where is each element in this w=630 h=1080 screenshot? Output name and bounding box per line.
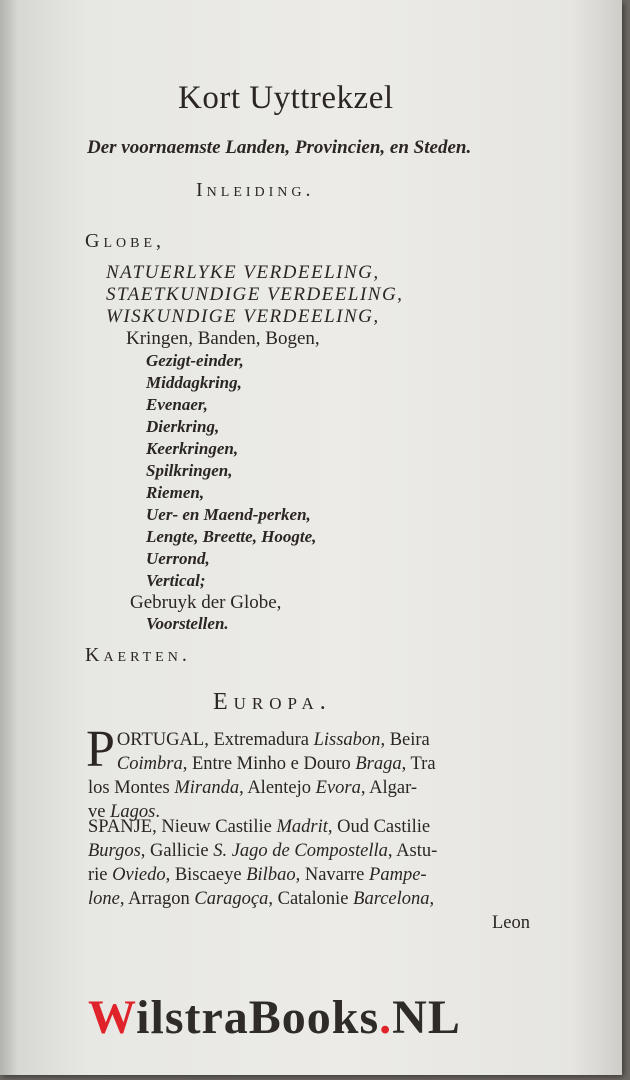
circle-item: Vertical; — [146, 571, 206, 590]
text-line: rie Oviedo, Biscaeye Bilbao, Navarre Pampe- — [88, 865, 427, 885]
circle-item: Middagkring, — [146, 373, 242, 392]
page-subtitle: Der voornaemste Landen, Provincien, en Steden. — [87, 137, 472, 158]
kaerten-heading: Kaerten. — [85, 644, 191, 666]
globe-heading: Globe, — [85, 230, 165, 252]
division-political: STAETKUNDIGE VERDEELING, — [106, 284, 404, 305]
gebruyk-line: Gebruyk der Globe, — [130, 592, 282, 613]
watermark-logo: WilstraBooks.NL — [88, 991, 461, 1044]
spanje-paragraph — [88, 815, 530, 935]
drop-cap: P — [86, 721, 115, 778]
text-line: Burgos, Gallicie S. Jago de Compostella, Astu- — [88, 841, 438, 861]
page-title: Kort Uyttrekzel — [178, 80, 394, 116]
text-line: ORTUGAL, Extremadura Lissabon, Beira — [116, 730, 430, 750]
text-line: Coimbra, Entre Minho e Douro Braga, Tra — [116, 754, 436, 774]
section-heading-inleiding: Inleiding. — [196, 179, 315, 201]
kringen-line: Kringen, Banden, Bogen, — [126, 328, 320, 349]
text-line: ve Lagos. — [88, 802, 160, 822]
division-natural: NATUERLYKE VERDEELING, — [106, 262, 380, 283]
circle-item: Riemen, — [146, 483, 205, 502]
catchword: Leon — [491, 913, 530, 933]
voorstellen-line: Voorstellen. — [146, 614, 229, 633]
portugal-paragraph — [86, 721, 530, 824]
circle-item: Keerkringen, — [146, 439, 239, 458]
page-gutter-shadow — [0, 0, 18, 1075]
circle-item: Uer- en Maend-perken, — [146, 505, 311, 524]
circle-item: Uerrond, — [146, 549, 210, 568]
europa-heading: Europa. — [213, 689, 332, 715]
circle-item: Spilkringen, — [146, 461, 233, 480]
text-line: lone, Arragon Caragoça, Catalonie Barcelona, — [88, 889, 435, 909]
text-line: SPANJE, Nieuw Castilie Madrit, Oud Castilie — [88, 817, 431, 837]
circle-item: Lengte, Breette, Hoogte, — [146, 527, 317, 546]
circle-item: Gezigt-einder, — [146, 351, 244, 370]
text-line: los Montes Miranda, Alentejo Evora, Algar- — [88, 778, 418, 798]
circle-item: Evenaer, — [146, 395, 208, 414]
division-mathematical: WISKUNDIGE VERDEELING, — [106, 306, 380, 327]
circle-item: Dierkring, — [146, 417, 220, 436]
